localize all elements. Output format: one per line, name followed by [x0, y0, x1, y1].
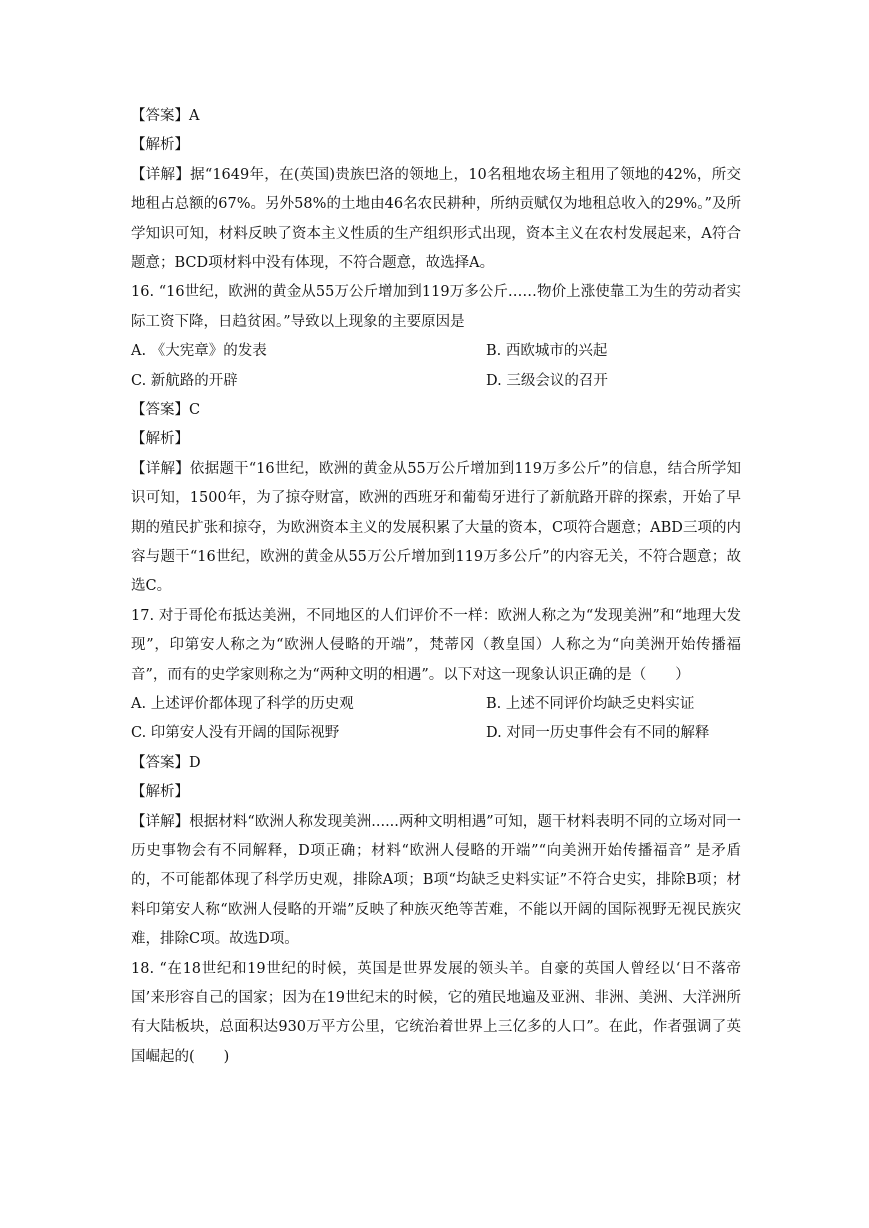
q17-option-b: B. 上述不同评价均缺乏史料实证	[486, 696, 695, 713]
q17-detail: 【详解】根据材料“欧洲人称发现美洲......两种文明相遇”可知，题干材料表明不同的立场对同一历史事物会有不同解释，D项正确；材料“欧洲人侵略的开端”“向美洲开始传播福音” 是矛盾的，不可能都体现了科学历史观，排除A项；B项“均缺乏史料实证”不符合史实，排除B项；材料印第安人称“欧洲人侵略的开端”反映了种族灭绝等苦难，不能以开阔的国际视野无视民族灾难，排除C项。故选D项。	[131, 813, 741, 948]
q15-analysis-label: 【解析】	[131, 137, 189, 154]
q16-analysis-label: 【解析】	[131, 431, 189, 448]
q17-option-a: A. 上述评价都体现了科学的历史观	[131, 696, 354, 713]
q17-stem: 17. 对于哥伦布抵达美洲，不同地区的人们评价不一样：欧洲人称之为“发现美洲”和“地理大发现”，印第安人称之为“欧洲人侵略的开端”，梵蒂冈（教皇国）人称之为“向美洲开始传播福音”，而有的史学家则称之为“两种文明的相遇”。以下对这一现象认识正确的是（ ）	[131, 607, 741, 683]
q17-options-row-2	[131, 719, 741, 748]
q17-option-c: C. 印第安人没有开阔的国际视野	[131, 725, 340, 742]
q16-option-c: C. 新航路的开辟	[131, 372, 238, 389]
q16-options-row-2	[131, 367, 741, 396]
q18-stem: 18. “在18世纪和19世纪的时候，英国是世界发展的领头羊。自豪的英国人曾经以‘日不落帝国’来形容自己的国家；因为在19世纪末的时候，它的殖民地遍及亚洲、非洲、美洲、大洋洲所有大陆板块，总面积达930万平方公里，它统治着世界上三亿多的人口”。在此，作者强调了英国崛起的( )	[131, 960, 741, 1065]
q16-option-b: B. 西欧城市的兴起	[486, 343, 608, 360]
q15-detail: 【详解】据“1649年，在(英国)贵族巴洛的领地上，10名租地农场主租用了领地的42%，所交地租占总额的67%。另外58%的土地由46名农民耕种，所纳贡赋仅为地租总收入的29%。”及所学知识可知，材料反映了资本主义性质的生产组织形式出现，资本主义在农村发展起来，A符合题意；BCD项材料中没有体现，不符合题意，故选择A。	[131, 166, 741, 271]
q16-options-row-1	[131, 337, 741, 366]
q15-answer: 【答案】A	[131, 108, 200, 124]
q17-options-row-1	[131, 690, 741, 719]
q16-detail: 【详解】依据题干“16世纪，欧洲的黄金从55万公斤增加到119万多公斤”的信息，结合所学知识可知，1500年，为了掠夺财富，欧洲的西班牙和葡萄牙进行了新航路开辟的探索，开始了早期的殖民扩张和掠夺，为欧洲资本主义的发展积累了大量的资本，C项符合题意；ABD三项的内容与题干“16世纪，欧洲的黄金从55万公斤增加到119万多公斤”的内容无关，不符合题意；故选C。	[131, 460, 741, 595]
q16-option-a: A. 《大宪章》的发表	[131, 343, 267, 360]
q16-answer: 【答案】C	[131, 402, 201, 418]
document-content	[131, 102, 741, 1072]
q17-answer: 【答案】D	[131, 754, 201, 771]
q16-stem: 16. “16世纪，欧洲的黄金从55万公斤增加到119万多公斤……物价上涨使靠工为生的劳动者实际工资下降，日趋贫困。”导致以上现象的主要原因是	[131, 284, 741, 330]
q17-analysis-label: 【解析】	[131, 784, 189, 801]
q17-option-d: D. 对同一历史事件会有不同的解释	[486, 725, 710, 742]
q16-option-d: D. 三级会议的召开	[486, 372, 608, 389]
